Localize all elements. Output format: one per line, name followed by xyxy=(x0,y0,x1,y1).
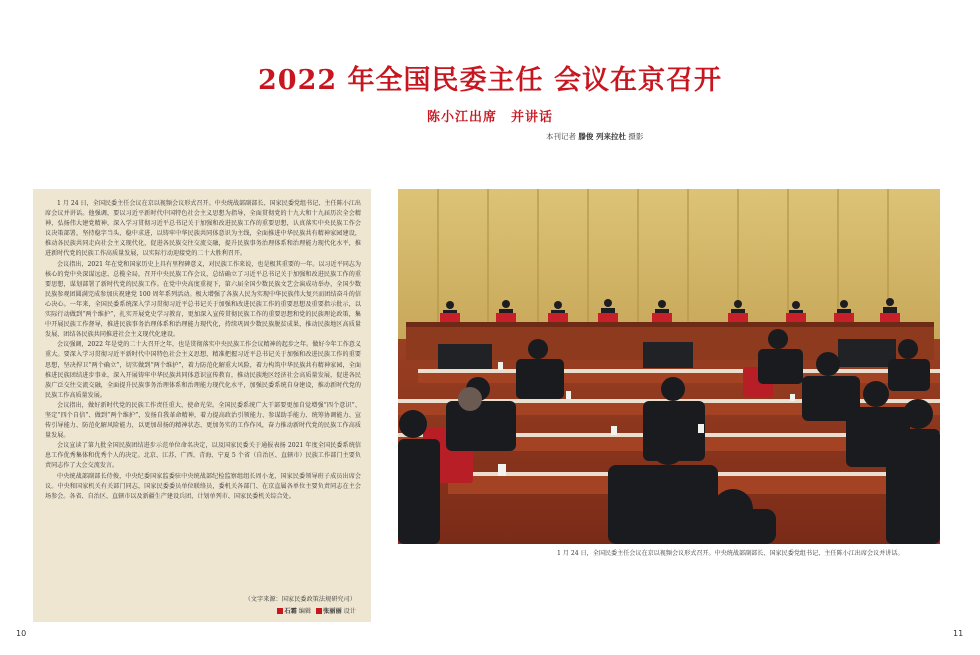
editor-role: 编辑 xyxy=(298,608,312,615)
credit-names: 滕俊 列来拉杜 xyxy=(578,132,627,141)
body-paragraph: 会议指出，2021 年在党和国家历史上具有里程碑意义，对民族工作来说，也是极其重要的一年。以习近平同志为核心的党中央深谋远虑、总揽全局，召开中央民族工作会议，总结确立了习近平总书记关于加强和改进民族工作的重要思想，谋划部署了新时代党的民族工作。在党中央高度重视下，第六届全国少数民族文艺会演成功举办，全国少数民族参观团圆满完成参加庆祝建党 100 周年系列活动。极大增强了各族人民为实现中华民族伟大复兴而团结奋斗的信心决心。一年来，全国民委系统深入学习贯彻习近平总书记关于加强和改进民族工作的重要思想及重要指示批示，以实际行动做到“两个维护”，扎实开展党史学习教育，更加深入宣传贯彻民族工作的重要思想和党的民族理论政策，集中开展民族工作督导，推进民族事务治理体系和治理能力现代化，持续巩固少数民族脱贫成果，推动民族地区高质量发展，团结各民族共同推进社会主义现代化建设。 xyxy=(45,260,361,339)
body-paragraph: 中央统战部副部长侍俊，中央纪委国家监委驻中央统战部纪检监察组组长周小龙，国家民委领导班子成员出席会议。中央和国家机关有关部门同志，国家民委委员单位联络员，委机关各部门、在京直属各单位主要负责同志在主会场参会。各省、自治区、直辖市以及新疆生产建设兵团、计划单列市、国家民委机关综合处。 xyxy=(45,472,361,500)
body-paragraph: 1 月 24 日，全国民委主任会议在京以视频会议形式召开。中央统战部副部长、国家民委党组书记、主任陈小江出席会议并讲话。他强调，要以习近平新时代中国特色社会主义思想为指导，全面贯彻党的十九大和十九届历次全会精神，弘扬伟大建党精神，深入学习贯彻习近平总书记关于加强和改进民族工作的重要思想，认真落实中央民族工作会议决策部署，坚持稳字当头、稳中求进，以铸牢中华民族共同体意识为主线，全面推进中华民族共有精神家园建设，推动各民族共同走向社会主义现代化，促进各民族交往交流交融，提升民族事务治理体系和治理能力现代化水平，推进新时代党的民族工作高质量发展，以实际行动迎接党的二十大胜利召开。 xyxy=(45,200,361,258)
credit-prefix: 本刊记者 xyxy=(546,132,576,141)
photo-caption: 1 月 24 日，全国民委主任会议在京以视频会议形式召开。中央统战部副部长、国家民委党组书记、主任陈小江出席会议并讲话。 xyxy=(557,550,904,557)
designer-marker-icon xyxy=(316,608,322,614)
page-number-left: 10 xyxy=(16,629,27,638)
editor-credits xyxy=(33,606,356,615)
article-body xyxy=(33,189,371,622)
body-paragraph: 会议宣读了第九批全国民族团结进步示范单位命名决定，以及国家民委关于通报表扬 2021 年度全国民委系统信息工作优秀集体和优秀个人的决定。北京、江苏、广西、青海、宁夏 5 个省（自治区、直辖市）民族工作部门主要负责同志作了大会交流发言。 xyxy=(45,442,361,470)
credit-suffix: 摄影 xyxy=(628,132,644,141)
designer-role: 设计 xyxy=(343,608,356,615)
page-number-right: 11 xyxy=(953,629,964,638)
text-source: （文字来源：国家民委政策法规研究司） xyxy=(244,596,356,603)
meeting-photo xyxy=(398,189,940,544)
article-subtitle: 陈小江出席 并讲话 xyxy=(426,110,553,125)
body-paragraph: 会议强调，2022 年是党的二十大召开之年，也是贯彻落实中央民族工作会议精神的起步之年。做好今年工作意义重大。要深入学习贯彻习近平新时代中国特色社会主义思想，精准把握习近平总书记关于加强和改进民族工作的重要思想，坚决捍卫“两个确立”，切实做到“两个维护”，着力防范化解重大风险，着力构筑中华民族共有精神家园，全面推进民族团结进步事业，深入开展铸牢中华民族共同体意识宣传教育，推动民族地区经济社会高质量发展，促进各民族广泛交往交流交融，全面提升民族事务治理体系和治理能力现代化水平，加强民委系统自身建设，推动新时代党的民族工作高质量发展。 xyxy=(45,341,361,399)
article-title: 2022 年全国民委主任 会议在京召开 xyxy=(258,65,722,96)
editor-name: 石霜 xyxy=(284,608,297,615)
editor-marker-icon xyxy=(277,608,283,614)
photo-credit xyxy=(546,131,643,142)
designer-name: 张丽丽 xyxy=(323,608,342,615)
body-paragraph: 会议指出，做好新时代党的民族工作责任重大、使命光荣。全国民委系统广大干部要更加自觉增强“四个意识”、坚定“四个自信”、做到“两个维护”，发扬自我革命精神，着力提高政治引领能力、参谋助手能力、统筹协调能力、宣传引导能力、防范化解风险能力，以更加昂扬的精神状态、更加务实的工作作风，奋力推动新时代党的民族工作高质量发展。 xyxy=(45,401,361,440)
